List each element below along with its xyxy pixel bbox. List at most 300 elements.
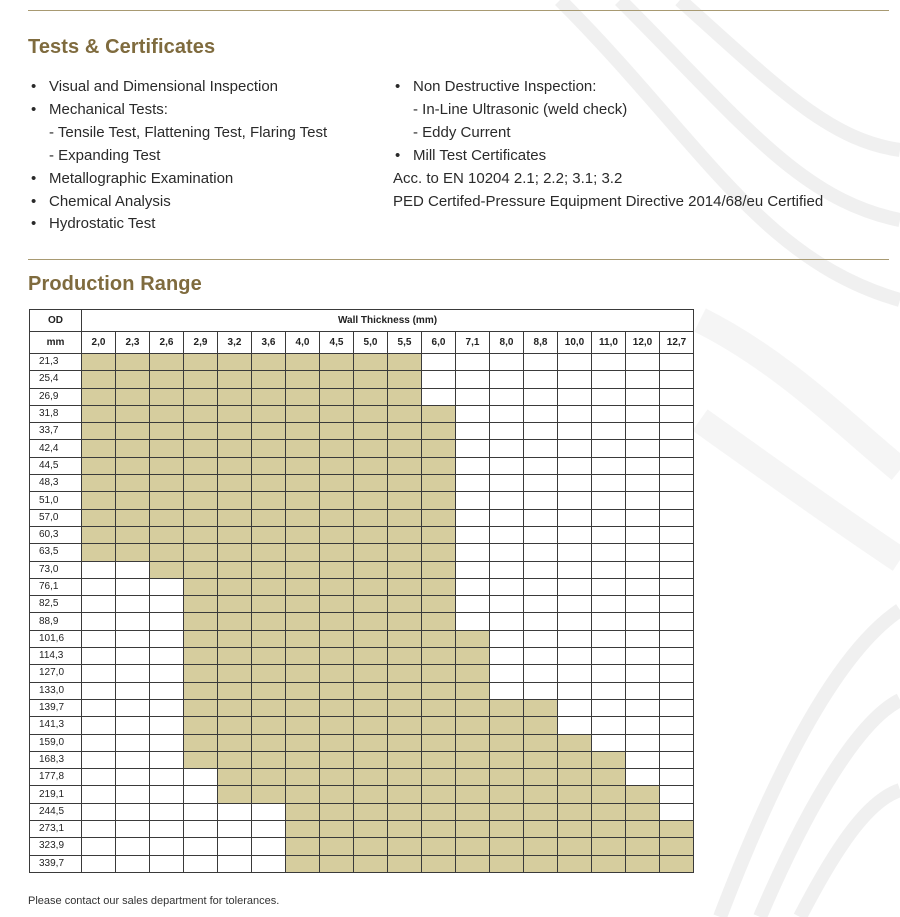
range-cell-available xyxy=(592,803,626,820)
range-cell-empty xyxy=(490,578,524,595)
range-cell-available xyxy=(354,475,388,492)
range-cell-empty xyxy=(660,786,694,803)
range-cell-available xyxy=(184,717,218,734)
range-cell-available xyxy=(150,492,184,509)
range-cell-empty xyxy=(150,665,184,682)
range-cell-empty xyxy=(626,578,660,595)
range-cell-available xyxy=(218,734,252,751)
range-cell-available xyxy=(354,769,388,786)
range-cell-empty xyxy=(490,492,524,509)
od-value: 177,8 xyxy=(30,769,82,786)
range-cell-available xyxy=(116,509,150,526)
range-cell-available xyxy=(218,751,252,768)
range-cell-available xyxy=(354,648,388,665)
range-cell-available xyxy=(150,457,184,474)
range-cell-available xyxy=(150,526,184,543)
range-cell-empty xyxy=(592,665,626,682)
range-cell-empty xyxy=(116,682,150,699)
range-cell-available xyxy=(354,821,388,838)
range-cell-available xyxy=(388,578,422,595)
od-value: 339,7 xyxy=(30,855,82,872)
range-cell-available xyxy=(354,354,388,371)
range-cell-available xyxy=(354,596,388,613)
range-cell-empty xyxy=(150,699,184,716)
range-cell-empty xyxy=(456,388,490,405)
range-cell-available xyxy=(184,509,218,526)
range-cell-available xyxy=(286,440,320,457)
range-cell-empty xyxy=(626,613,660,630)
range-cell-available xyxy=(524,751,558,768)
range-cell-available xyxy=(286,405,320,422)
od-value: 48,3 xyxy=(30,475,82,492)
range-cell-empty xyxy=(82,786,116,803)
range-cell-available xyxy=(456,717,490,734)
od-value: 57,0 xyxy=(30,509,82,526)
wall-thickness-label: 7,1 xyxy=(456,332,490,354)
range-cell-empty xyxy=(660,509,694,526)
range-cell-available xyxy=(320,578,354,595)
range-cell-empty xyxy=(490,371,524,388)
range-cell-available xyxy=(320,423,354,440)
tests-left-item: • Chemical Analysis xyxy=(29,191,327,214)
range-cell-available xyxy=(286,821,320,838)
range-cell-empty xyxy=(660,354,694,371)
range-cell-empty xyxy=(660,769,694,786)
range-cell-empty xyxy=(660,717,694,734)
range-cell-empty xyxy=(490,423,524,440)
range-cell-available xyxy=(524,786,558,803)
range-cell-empty xyxy=(184,803,218,820)
table-row xyxy=(30,354,694,371)
range-cell-available xyxy=(252,578,286,595)
range-cell-available xyxy=(558,803,592,820)
range-cell-empty xyxy=(660,803,694,820)
range-cell-available xyxy=(252,786,286,803)
range-cell-available xyxy=(252,751,286,768)
range-cell-empty xyxy=(82,578,116,595)
range-cell-available xyxy=(218,509,252,526)
od-value: 76,1 xyxy=(30,578,82,595)
range-cell-empty xyxy=(82,769,116,786)
od-value: 139,7 xyxy=(30,699,82,716)
range-cell-empty xyxy=(456,578,490,595)
range-cell-empty xyxy=(490,613,524,630)
range-cell-empty xyxy=(150,769,184,786)
range-cell-available xyxy=(218,630,252,647)
range-cell-available xyxy=(252,492,286,509)
range-cell-available xyxy=(354,405,388,422)
range-cell-empty xyxy=(82,699,116,716)
range-cell-available xyxy=(286,526,320,543)
range-cell-empty xyxy=(82,855,116,872)
range-cell-empty xyxy=(524,440,558,457)
range-cell-available xyxy=(490,786,524,803)
range-cell-empty xyxy=(456,405,490,422)
range-cell-available xyxy=(524,769,558,786)
range-cell-available xyxy=(286,596,320,613)
range-cell-available xyxy=(456,648,490,665)
range-cell-available xyxy=(286,475,320,492)
range-cell-available xyxy=(388,786,422,803)
tests-title: Tests & Certificates xyxy=(28,36,216,58)
range-cell-available xyxy=(184,492,218,509)
range-cell-available xyxy=(82,405,116,422)
range-cell-available xyxy=(116,371,150,388)
range-cell-available xyxy=(320,440,354,457)
range-cell-available xyxy=(354,838,388,855)
range-cell-available xyxy=(388,423,422,440)
range-cell-available xyxy=(150,440,184,457)
range-cell-available xyxy=(184,682,218,699)
range-cell-empty xyxy=(490,682,524,699)
range-cell-empty xyxy=(660,544,694,561)
range-cell-available xyxy=(456,803,490,820)
range-cell-empty xyxy=(524,388,558,405)
range-cell-available xyxy=(388,561,422,578)
range-cell-empty xyxy=(184,855,218,872)
od-value: 31,8 xyxy=(30,405,82,422)
range-cell-empty xyxy=(490,665,524,682)
range-cell-available xyxy=(286,561,320,578)
tests-right-item: • Mill Test Certificates xyxy=(393,145,823,168)
range-cell-available xyxy=(388,388,422,405)
range-cell-available xyxy=(354,855,388,872)
range-cell-empty xyxy=(558,717,592,734)
range-cell-empty xyxy=(82,717,116,734)
range-cell-available xyxy=(286,613,320,630)
range-cell-available xyxy=(592,821,626,838)
range-cell-available xyxy=(354,751,388,768)
table-row xyxy=(30,388,694,405)
range-cell-empty xyxy=(524,648,558,665)
range-cell-empty xyxy=(490,388,524,405)
table-row xyxy=(30,405,694,422)
range-cell-empty xyxy=(116,821,150,838)
range-cell-empty xyxy=(660,648,694,665)
range-cell-available xyxy=(252,423,286,440)
range-cell-available xyxy=(116,354,150,371)
range-cell-available xyxy=(82,509,116,526)
range-cell-available xyxy=(388,492,422,509)
od-value: 44,5 xyxy=(30,457,82,474)
od-value: 323,9 xyxy=(30,838,82,855)
range-cell-available xyxy=(286,717,320,734)
table-row xyxy=(30,786,694,803)
range-cell-empty xyxy=(116,665,150,682)
range-cell-available xyxy=(286,769,320,786)
tests-right-column xyxy=(393,76,823,213)
range-cell-available xyxy=(592,769,626,786)
range-cell-empty xyxy=(490,630,524,647)
range-cell-empty xyxy=(558,699,592,716)
range-cell-available xyxy=(456,821,490,838)
range-cell-available xyxy=(150,475,184,492)
range-cell-available xyxy=(82,423,116,440)
range-cell-available xyxy=(660,855,694,872)
range-cell-available xyxy=(252,388,286,405)
range-cell-available xyxy=(286,354,320,371)
range-cell-available xyxy=(184,561,218,578)
range-cell-available xyxy=(218,457,252,474)
range-cell-available xyxy=(184,578,218,595)
range-cell-available xyxy=(320,561,354,578)
range-cell-empty xyxy=(150,596,184,613)
range-cell-empty xyxy=(150,717,184,734)
range-cell-available xyxy=(524,734,558,751)
range-cell-available xyxy=(286,423,320,440)
range-cell-empty xyxy=(456,440,490,457)
table-row xyxy=(30,561,694,578)
range-cell-available xyxy=(524,821,558,838)
range-cell-empty xyxy=(252,803,286,820)
range-cell-available xyxy=(320,699,354,716)
range-cell-empty xyxy=(558,405,592,422)
od-value: 159,0 xyxy=(30,734,82,751)
range-cell-available xyxy=(286,682,320,699)
range-cell-empty xyxy=(422,371,456,388)
range-cell-empty xyxy=(626,665,660,682)
range-cell-available xyxy=(286,371,320,388)
range-cell-available xyxy=(320,492,354,509)
range-cell-empty xyxy=(116,855,150,872)
range-cell-available xyxy=(286,648,320,665)
table-row xyxy=(30,821,694,838)
range-cell-empty xyxy=(626,423,660,440)
od-value: 219,1 xyxy=(30,786,82,803)
range-cell-available xyxy=(422,803,456,820)
range-cell-available xyxy=(252,371,286,388)
range-cell-empty xyxy=(592,648,626,665)
wall-thickness-label: 2,3 xyxy=(116,332,150,354)
range-cell-empty xyxy=(558,561,592,578)
range-cell-available xyxy=(116,440,150,457)
range-cell-available xyxy=(456,838,490,855)
table-row xyxy=(30,423,694,440)
range-cell-empty xyxy=(184,838,218,855)
range-cell-available xyxy=(184,526,218,543)
range-cell-empty xyxy=(82,734,116,751)
range-cell-available xyxy=(422,682,456,699)
tests-left-column xyxy=(29,76,327,236)
range-cell-available xyxy=(354,457,388,474)
range-cell-available xyxy=(82,544,116,561)
range-cell-empty xyxy=(150,648,184,665)
range-cell-available xyxy=(490,751,524,768)
range-cell-empty xyxy=(490,596,524,613)
range-cell-available xyxy=(252,682,286,699)
range-cell-empty xyxy=(490,475,524,492)
range-cell-available xyxy=(558,838,592,855)
range-cell-empty xyxy=(660,405,694,422)
range-cell-available xyxy=(218,665,252,682)
table-row xyxy=(30,509,694,526)
range-cell-available xyxy=(184,371,218,388)
range-cell-empty xyxy=(218,838,252,855)
range-cell-available xyxy=(320,665,354,682)
range-cell-available xyxy=(184,734,218,751)
tests-left-item: • Mechanical Tests: xyxy=(29,99,327,122)
range-cell-empty xyxy=(558,526,592,543)
range-cell-empty xyxy=(626,596,660,613)
range-cell-empty xyxy=(524,354,558,371)
range-cell-available xyxy=(286,457,320,474)
range-cell-available xyxy=(286,544,320,561)
range-cell-available xyxy=(184,699,218,716)
od-value: 127,0 xyxy=(30,665,82,682)
range-cell-available xyxy=(184,751,218,768)
table-row xyxy=(30,440,694,457)
range-cell-empty xyxy=(558,630,592,647)
wall-thickness-label: 4,0 xyxy=(286,332,320,354)
range-cell-empty xyxy=(524,475,558,492)
range-cell-available xyxy=(286,786,320,803)
range-cell-available xyxy=(218,475,252,492)
wall-thickness-label: 12,7 xyxy=(660,332,694,354)
range-cell-available xyxy=(218,492,252,509)
top-divider xyxy=(28,10,889,11)
tests-left-item: • Hydrostatic Test xyxy=(29,213,327,236)
range-cell-available xyxy=(422,440,456,457)
od-value: 51,0 xyxy=(30,492,82,509)
table-row xyxy=(30,457,694,474)
range-cell-empty xyxy=(660,613,694,630)
range-cell-available xyxy=(184,596,218,613)
range-cell-available xyxy=(388,457,422,474)
range-cell-empty xyxy=(116,648,150,665)
range-cell-available xyxy=(82,475,116,492)
tests-right-item: • Non Destructive Inspection: xyxy=(393,76,823,99)
range-cell-available xyxy=(320,855,354,872)
range-cell-available xyxy=(592,786,626,803)
range-cell-available xyxy=(218,440,252,457)
table-row xyxy=(30,803,694,820)
range-cell-empty xyxy=(150,682,184,699)
range-cell-empty xyxy=(490,405,524,422)
range-cell-empty xyxy=(82,751,116,768)
range-cell-available xyxy=(286,803,320,820)
range-cell-available xyxy=(116,388,150,405)
range-cell-empty xyxy=(116,803,150,820)
range-cell-empty xyxy=(626,648,660,665)
range-cell-available xyxy=(286,509,320,526)
od-value: 141,3 xyxy=(30,717,82,734)
range-cell-empty xyxy=(558,354,592,371)
range-cell-available xyxy=(116,544,150,561)
range-cell-available xyxy=(82,354,116,371)
range-cell-available xyxy=(320,769,354,786)
table-row xyxy=(30,855,694,872)
range-cell-available xyxy=(388,648,422,665)
range-cell-available xyxy=(320,786,354,803)
range-cell-empty xyxy=(82,821,116,838)
range-cell-available xyxy=(320,509,354,526)
range-cell-available xyxy=(422,457,456,474)
range-cell-available xyxy=(422,509,456,526)
range-cell-empty xyxy=(456,475,490,492)
tests-right-item: - Eddy Current xyxy=(413,123,511,141)
range-cell-available xyxy=(626,803,660,820)
table-row xyxy=(30,699,694,716)
range-cell-empty xyxy=(592,561,626,578)
section-divider xyxy=(28,259,889,260)
range-cell-empty xyxy=(184,769,218,786)
range-cell-empty xyxy=(524,578,558,595)
range-cell-available xyxy=(320,613,354,630)
range-cell-available xyxy=(218,786,252,803)
table-row xyxy=(30,475,694,492)
range-cell-empty xyxy=(150,751,184,768)
range-cell-empty xyxy=(422,388,456,405)
wall-thickness-label: 3,2 xyxy=(218,332,252,354)
range-cell-empty xyxy=(626,371,660,388)
range-cell-empty xyxy=(592,475,626,492)
range-cell-empty xyxy=(524,457,558,474)
range-cell-empty xyxy=(592,388,626,405)
range-cell-available xyxy=(422,786,456,803)
range-cell-empty xyxy=(116,561,150,578)
range-cell-empty xyxy=(626,544,660,561)
range-cell-available xyxy=(252,630,286,647)
range-cell-available xyxy=(252,526,286,543)
range-cell-available xyxy=(456,855,490,872)
range-cell-available xyxy=(422,405,456,422)
range-cell-available xyxy=(354,630,388,647)
range-cell-available xyxy=(82,526,116,543)
range-cell-available xyxy=(388,665,422,682)
range-cell-empty xyxy=(218,821,252,838)
range-cell-available xyxy=(116,492,150,509)
range-cell-available xyxy=(320,526,354,543)
range-cell-available xyxy=(286,838,320,855)
range-cell-available xyxy=(626,855,660,872)
range-cell-empty xyxy=(626,492,660,509)
range-cell-available xyxy=(82,440,116,457)
range-cell-available xyxy=(218,596,252,613)
range-cell-empty xyxy=(558,423,592,440)
wall-thickness-label: 8,8 xyxy=(524,332,558,354)
range-cell-available xyxy=(456,630,490,647)
range-cell-empty xyxy=(592,440,626,457)
range-cell-available xyxy=(422,734,456,751)
table-row xyxy=(30,596,694,613)
range-cell-available xyxy=(218,769,252,786)
range-cell-empty xyxy=(626,717,660,734)
range-cell-available xyxy=(320,682,354,699)
range-cell-empty xyxy=(82,665,116,682)
range-cell-empty xyxy=(116,751,150,768)
range-cell-available xyxy=(116,475,150,492)
range-cell-available xyxy=(82,457,116,474)
range-cell-empty xyxy=(150,786,184,803)
range-cell-empty xyxy=(456,526,490,543)
od-header: OD xyxy=(30,310,82,332)
range-cell-empty xyxy=(660,440,694,457)
range-cell-available xyxy=(116,526,150,543)
range-cell-empty xyxy=(592,509,626,526)
range-cell-available xyxy=(456,734,490,751)
range-cell-available xyxy=(82,371,116,388)
range-cell-empty xyxy=(218,855,252,872)
range-cell-empty xyxy=(456,457,490,474)
range-cell-available xyxy=(252,509,286,526)
range-cell-empty xyxy=(490,648,524,665)
range-cell-available xyxy=(388,717,422,734)
range-cell-empty xyxy=(660,665,694,682)
range-cell-available xyxy=(252,613,286,630)
range-cell-available xyxy=(558,786,592,803)
range-cell-empty xyxy=(626,734,660,751)
range-cell-empty xyxy=(626,405,660,422)
